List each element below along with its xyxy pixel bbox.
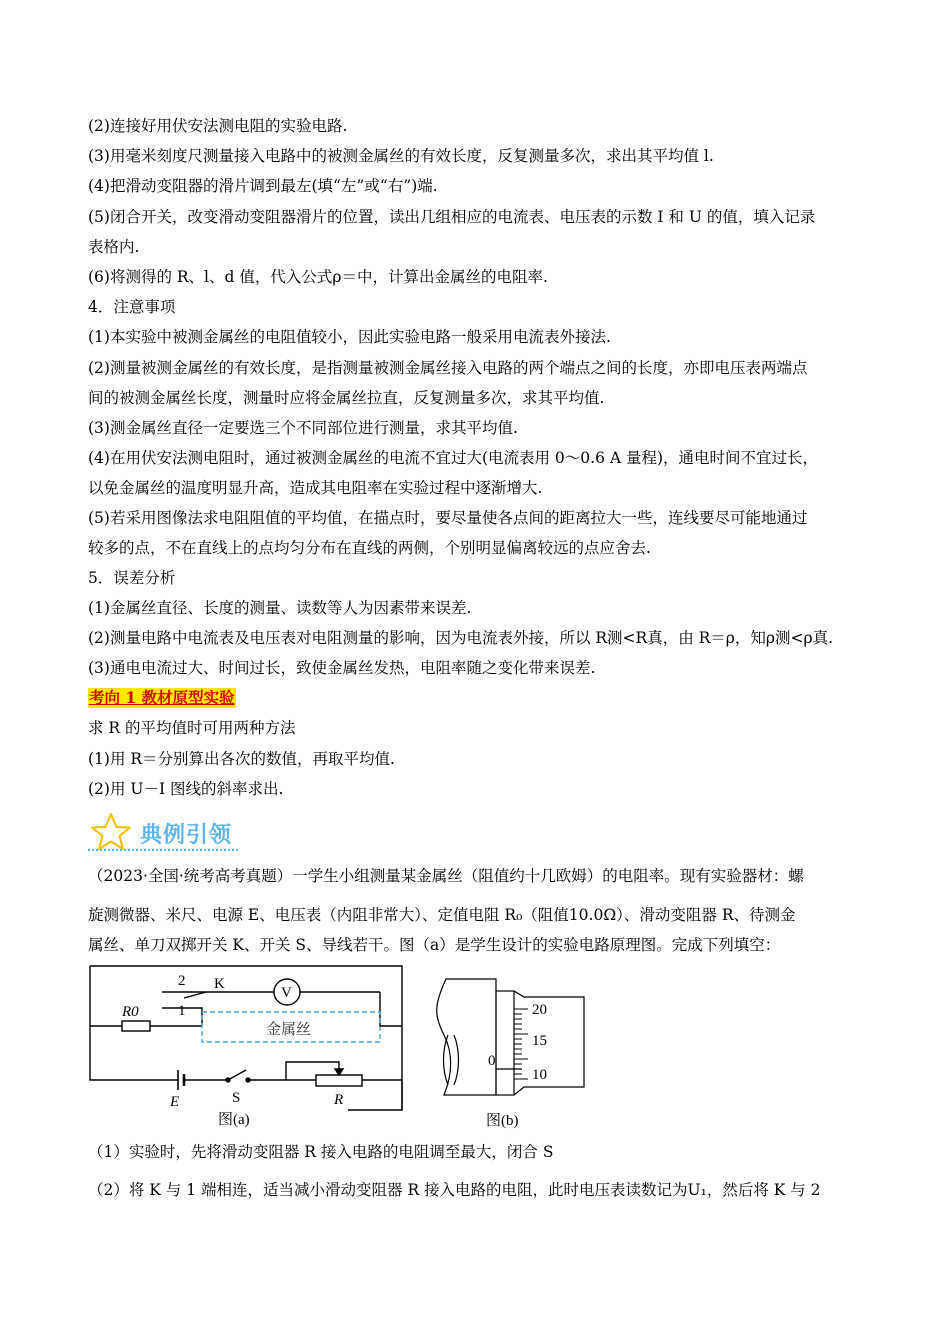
switch-k-label: K: [214, 976, 225, 992]
step-5-cont: 表格内.: [88, 238, 140, 256]
question-2: （2）将 K 与 1 端相连，适当减小滑动变阻器 R 接入电路的电阻，此时电压表读数记为U₁，然后将 K 与 2: [88, 1181, 821, 1199]
section5-line: (2)测量电路中电流表及电压表对电阻测量的影响，因为电流表外接，所以 R测<R真，由 R＝ρ，知ρ测<ρ真.: [88, 629, 834, 647]
section5-line: (1)金属丝直径、长度的测量、读数等人为因素带来误差.: [88, 599, 472, 617]
kaoxiang-line: (2)用 U－I 图线的斜率求出.: [88, 780, 284, 798]
section4-line: 以免金属丝的温度明显升高，造成其电阻率在实验过程中逐渐增大.: [88, 479, 543, 497]
section4-line: 较多的点，不在直线上的点均匀分布在直线的两侧，个别明显偏离较远的点应舍去.: [88, 539, 651, 557]
section4-line: (1)本实验中被测金属丝的电阻值较小，因此实验电路一般采用电流表外接法.: [88, 328, 611, 346]
step-5: (5)闭合开关，改变滑动变阻器滑片的位置，读出几组相应的电流表、电压表的示数 I 和 U 的值，填入记录: [88, 208, 816, 226]
kaoxiang-badge: 考向 1 教材原型实验: [89, 688, 235, 707]
resistor-r0: [122, 1021, 150, 1031]
section5-heading: 5．误差分析: [88, 569, 176, 587]
section4-line: 间的被测金属丝长度，测量时应将金属丝拉直，反复测量多次，求其平均值.: [88, 389, 605, 407]
r0-label: R0: [122, 1004, 139, 1020]
section4-line: (2)测量被测金属丝的有效长度，是指测量被测金属丝接入电路的两个端点之间的长度，亦即电压表两端点: [88, 359, 808, 377]
wire: [286, 1062, 339, 1080]
tick-label: 15: [532, 1033, 547, 1049]
micrometer-diagram: [432, 975, 592, 1133]
metal-wire-label: 金属丝: [266, 1022, 312, 1038]
title-divider: [88, 849, 238, 851]
star-icon: [88, 812, 134, 852]
wire: [90, 966, 178, 1080]
section5-line: (3)通电电流过大、时间过长，致使金属丝发热，电阻率随之变化带来误差.: [88, 659, 596, 677]
kaoxiang-line: (1)用 R＝分别算出各次的数值，再取平均值.: [88, 750, 395, 768]
thimble-ticks: [514, 1009, 528, 1079]
switch-s-blade: [228, 1070, 246, 1080]
switch-k-blade: [184, 992, 206, 998]
example-line: 属丝、单刀双掷开关 K、开关 S、导线若干。图（a）是学生设计的实验电路原理图。完成下列填空：: [88, 936, 781, 954]
section4-line: (4)在用伏安法测电阻时，通过被测金属丝的电流不宜过大(电流表用 0～0.6 A 量程)，通电时间不宜过长，: [88, 449, 819, 467]
voltmeter-label: V: [281, 985, 292, 1001]
step-4: (4)把滑动变阻器的滑片调到最左(填“左”或“右”)端.: [88, 177, 438, 195]
battery-label: E: [170, 1094, 180, 1110]
wire: [90, 966, 402, 1110]
figure-b-caption: 图(b): [486, 1113, 519, 1129]
example-title: 典例引领: [140, 823, 233, 848]
section4-heading: 4．注意事项: [88, 298, 176, 316]
tick-label: 20: [532, 1002, 547, 1018]
step-2: (2)连接好用伏安法测电阻的实验电路.: [88, 117, 348, 135]
section4-line: (5)若采用图像法求电阻阻值的平均值，在描点时，要尽量使各点间的距离拉大一些，连线要尽可能地通过: [88, 509, 808, 527]
figure-a-caption: 图(a): [218, 1112, 250, 1128]
tick-label: 10: [532, 1067, 547, 1083]
sleeve: [496, 991, 514, 1095]
kaoxiang-line: 求 R 的平均值时可用两种方法: [88, 719, 296, 737]
terminal-1-label: 1: [178, 1003, 186, 1019]
example-line: （2023·全国·统考高考真题）一学生小组测量某金属丝（阻值约十几欧姆）的电阻率。现有实验器材：螺: [88, 867, 804, 885]
circuit-diagram: [86, 962, 406, 1132]
example-line: 旋测微器、米尺、电源 E、电压表（内阻非常大）、定值电阻 R₀（阻值10.0Ω）、滑动变阻器 R、待测金: [88, 906, 796, 924]
step-6: (6)将测得的 R、l、d 值，代入公式ρ＝中，计算出金属丝的电阻率.: [88, 268, 548, 286]
question-1: （1）实验时，先将滑动变阻器 R 接入电路的电阻调至最大，闭合 S: [88, 1143, 554, 1161]
terminal-2-label: 2: [178, 973, 186, 989]
zero-label: 0: [488, 1053, 496, 1069]
section4-line: (3)测金属丝直径一定要选三个不同部位进行测量，求其平均值.: [88, 419, 518, 437]
rheostat: [316, 1075, 362, 1086]
switch-s-label: S: [232, 1090, 241, 1106]
step-3: (3)用毫米刻度尺测量接入电路中的被测金属丝的有效长度，反复测量多次，求出其平均值 l.: [88, 147, 714, 165]
rheostat-label: R: [334, 1092, 344, 1108]
